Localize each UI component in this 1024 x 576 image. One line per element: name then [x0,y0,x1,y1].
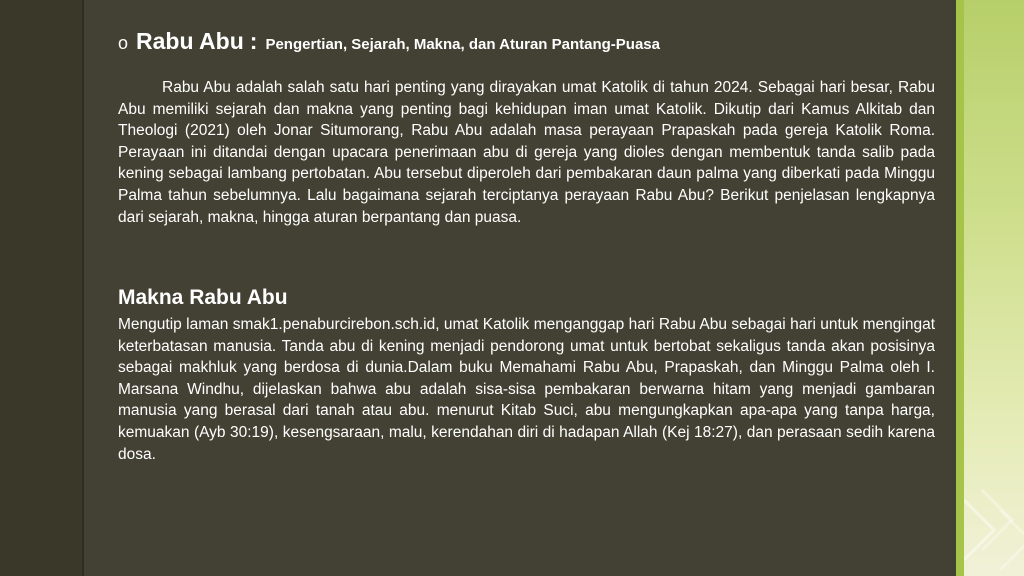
accent-green-bar [956,0,964,576]
page-subtitle: Pengertian, Sejarah, Makna, dan Aturan Pantang-Puasa [265,36,660,53]
makna-paragraph: Mengutip laman smak1.penaburcirebon.sch.id, umat Katolik menganggap hari Rabu Abu sebagai hari untuk mengingat keterbatasan manusia. Tanda abu di kening menjadi pendorong umat untuk bertobat sekaligus tanda akan posisinya sebagai makhluk yang berdosa di dunia.Dalam buku Memahami Rabu Abu, Prapaskah, dan Minggu Palma oleh I. Marsana Windhu, dijelaskan bahwa abu adalah sisa-sisa pembakaran berwarna hitam yang menjadi gambaran manusia yang berasal dari tanah atau abu. menurut Kitab Suci, abu mengungkapkan apa-apa yang tanpa harga, kemuakan (Ayb 30:19), kesengsaraan, malu, kerendahan diri di hadapan Allah (Kej 18:27), dan perasaan sedih karena dosa. [118,316,935,463]
page-title: Rabu Abu [136,28,244,54]
title-row [118,28,660,58]
intro-paragraph: Rabu Abu adalah salah satu hari penting yang dirayakan umat Katolik di tahun 2024. Sebagai hari besar, Rabu Abu memiliki sejarah dan makna yang penting bagi kehidupan iman umat Katolik. Dikutip dari Kamus Alkitab dan Theologi (2021) oleh Jonar Situmorang, Rabu Abu adalah masa perayaan Prapaskah pada gereja Katolik Roma. Perayaan ini ditandai dengan upacara penerimaan abu di gereja yang dioles dengan membentuk tanda salib pada kening sebagai lambang pertobatan. Abu tersebut diperoleh dari pembakaran daun palma yang diberkati pada Minggu Palma tahun sebelumnya. Lalu bagaimana sejarah terciptanya perayaan Rabu Abu? Berikut penjelasan lengkapnya dari sejarah, makna, hingga aturan berpantang dan puasa. [118,79,935,226]
decorative-chevron-shapes [964,470,1024,576]
section-heading: Makna Rabu Abu [118,286,288,309]
title-separator: : [249,28,258,54]
circle-bullet-icon: o [118,33,129,53]
left-margin-strip [0,0,84,576]
